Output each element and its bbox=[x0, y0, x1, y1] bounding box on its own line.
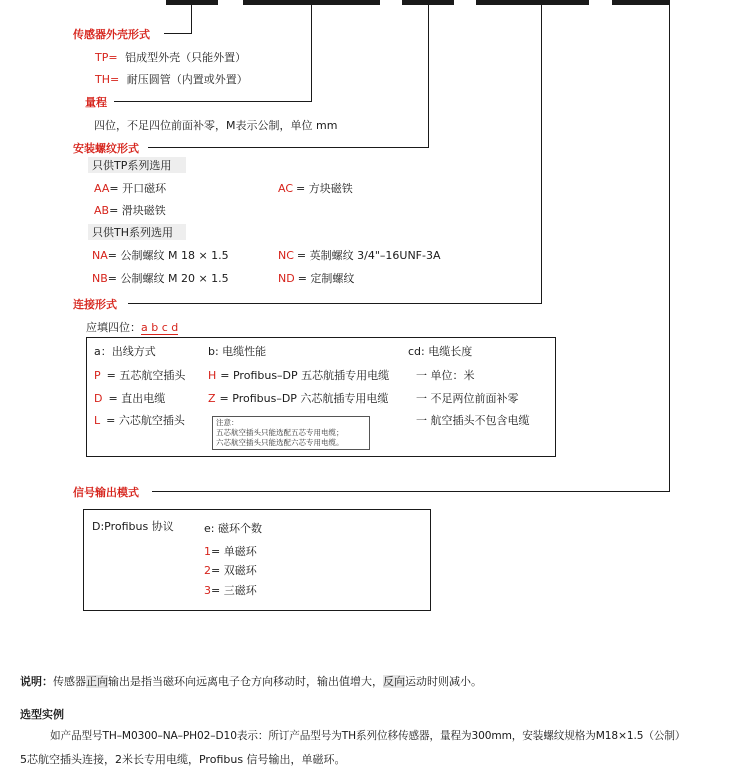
example-line2: 5芯航空插头连接，2米长专用电缆，Profibus 信号输出，单磁环。 bbox=[20, 753, 346, 766]
range-desc: 四位，不足四位前面补零，M表示公制，单位 mm bbox=[94, 119, 338, 132]
output-item-3: 3= 三磁环 bbox=[204, 584, 257, 597]
output-d-label: D:Profibus 协议 bbox=[92, 520, 174, 533]
col-b-header: b: 电缆性能 bbox=[208, 345, 267, 358]
connector-h1 bbox=[164, 33, 192, 34]
magnet-title: 安装螺纹形式 bbox=[73, 142, 139, 155]
tp-series-note: 只供TP系列选用 bbox=[88, 157, 186, 173]
connection-title: 连接形式 bbox=[73, 298, 117, 311]
a-item-p: P = 五芯航空插头 bbox=[94, 369, 186, 382]
code-th: TH bbox=[95, 73, 110, 86]
b-item-z: Z = Profibus–DP 六芯航插专用电缆 bbox=[208, 392, 389, 405]
connector-h5 bbox=[152, 491, 670, 492]
code-tp: TP bbox=[95, 51, 109, 64]
a-item-l: L = 六芯航空插头 bbox=[94, 414, 185, 427]
thread-item-nb: NB= 公制螺纹 M 20 × 1.5 bbox=[92, 272, 229, 285]
cd-item-unit: 一 单位：米 bbox=[416, 369, 475, 382]
th-series-note: 只供TH系列选用 bbox=[88, 224, 186, 240]
col-cd-header: cd: 电缆长度 bbox=[408, 345, 473, 358]
output-item-2: 2= 双磁环 bbox=[204, 564, 257, 577]
cd-item-no-cable: 一 航空插头不包含电缆 bbox=[416, 414, 530, 427]
a-item-d: D = 直出电缆 bbox=[94, 392, 166, 405]
connector-v1 bbox=[191, 0, 192, 33]
connector-v2 bbox=[311, 0, 312, 101]
magnet-item-aa: AA= 开口磁环 bbox=[94, 182, 167, 195]
connector-v5 bbox=[669, 0, 670, 491]
thread-item-nc: NC = 英制螺纹 3/4"–16UNF-3A bbox=[278, 249, 441, 262]
connector-h4 bbox=[128, 303, 542, 304]
cd-item-pad: 一 不足两位前面补零 bbox=[416, 392, 519, 405]
sensor-form-title: 传感器外壳形式 bbox=[73, 28, 150, 41]
output-item-1: 1= 单磁环 bbox=[204, 545, 257, 558]
example-title: 选型实例 bbox=[20, 708, 64, 721]
connection-note: 注意： 五芯航空插头只能选配五芯专用电缆； 六芯航空插头只能选配六芯专用电缆。 bbox=[212, 416, 370, 450]
connector-h3 bbox=[148, 147, 429, 148]
thread-item-nd: ND = 定制螺纹 bbox=[278, 272, 355, 285]
explanation: 说明：传感器正向输出是指当磁环向远离电子仓方向移动时，输出值增大，反向运动时则减小。 bbox=[20, 675, 482, 688]
output-title: 信号输出模式 bbox=[73, 486, 139, 499]
sensor-form-item-th: TH= 耐压圆管（内置或外置） bbox=[95, 73, 248, 86]
connector-v4 bbox=[541, 0, 542, 303]
code-bar-5 bbox=[612, 0, 670, 5]
b-item-h: H = Profibus–DP 五芯航插专用电缆 bbox=[208, 369, 390, 382]
magnet-item-ab: AB= 滑块磁铁 bbox=[94, 204, 166, 217]
example-line1: 如产品型号TH–M0300–NA–PH02–D10表示：所订产品型号为TH系列位移传感器，量程为300mm，安装螺纹规格为M18×1.5（公制） bbox=[50, 730, 686, 742]
connector-v3 bbox=[428, 0, 429, 147]
sensor-form-item-tp: TP= 铝成型外壳（只能外置） bbox=[95, 51, 247, 64]
output-e-label: e: 磁环个数 bbox=[204, 522, 262, 535]
thread-item-na: NA= 公制螺纹 M 18 × 1.5 bbox=[92, 249, 229, 262]
magnet-item-ac: AC = 方块磁铁 bbox=[278, 182, 353, 195]
range-title: 量程 bbox=[85, 96, 107, 109]
code-bar-4 bbox=[476, 0, 589, 5]
fill-four-digits: 应填四位：a b c d bbox=[86, 321, 179, 334]
col-a-header: a：出线方式 bbox=[94, 345, 156, 358]
connector-h2 bbox=[114, 101, 312, 102]
